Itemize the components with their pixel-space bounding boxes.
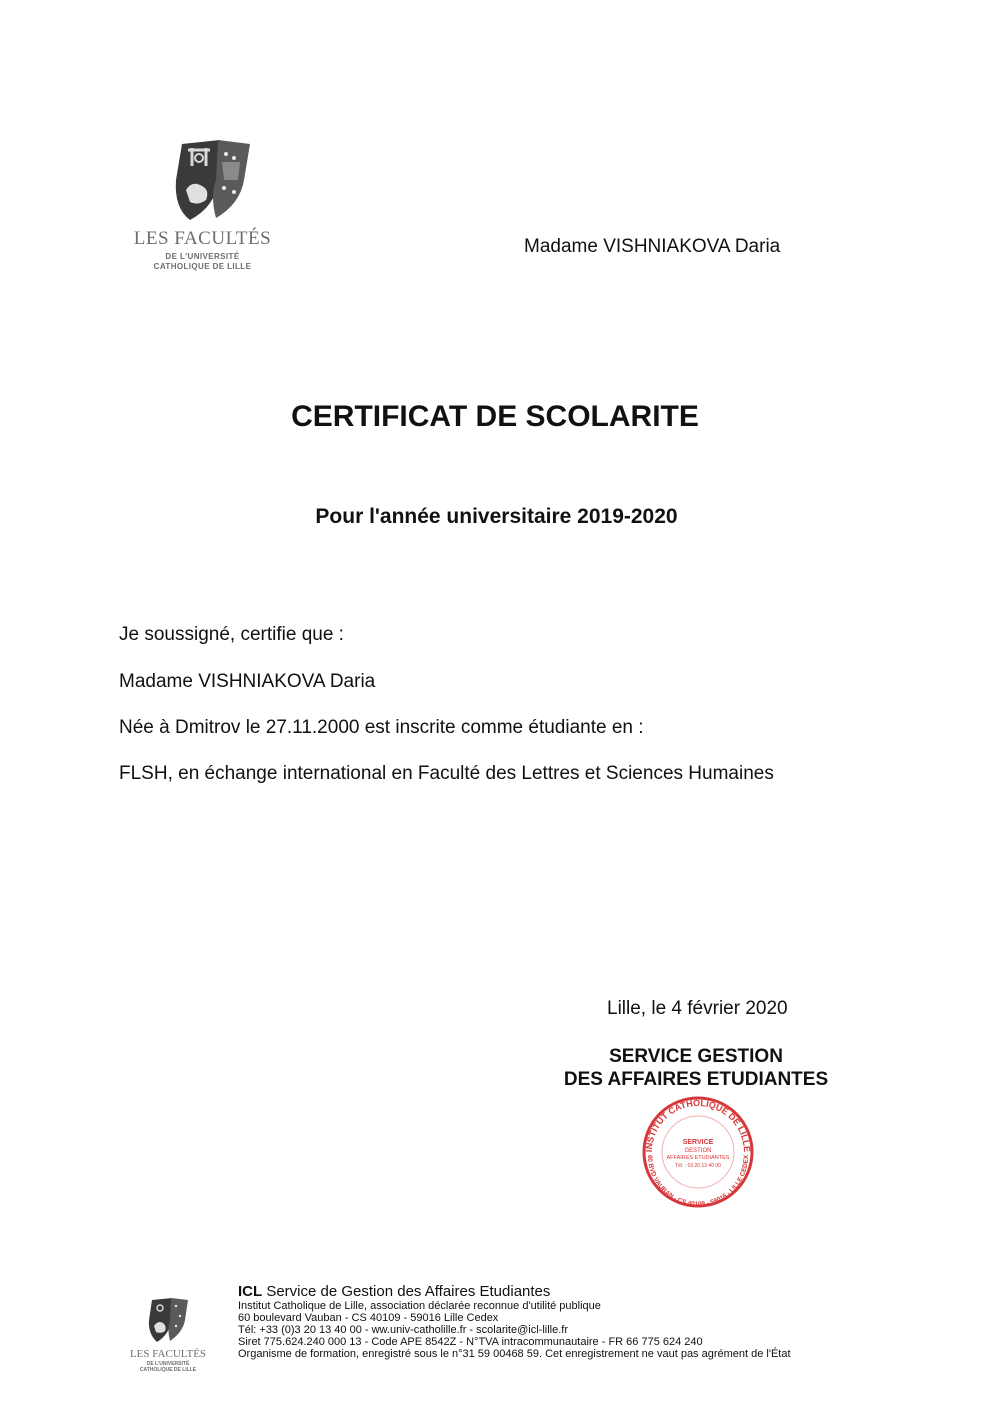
footer-logo-sub-1: DE L'UNIVERSITÉ — [146, 1361, 190, 1367]
footer-organization — [238, 1283, 550, 1300]
stamp-phone: Tél. : 03 20 13 40 00 — [675, 1163, 721, 1169]
stamp-center-3: AFFAIRES ETUDIANTES — [666, 1155, 730, 1161]
student-name: Madame VISHNIAKOVA Daria — [119, 671, 376, 692]
service-line-2: DES AFFAIRES ETUDIANTES — [563, 1069, 829, 1090]
footer-org-name: Service de Gestion des Affaires Etudiantes — [262, 1283, 551, 1300]
issue-date: Lille, le 4 février 2020 — [607, 998, 788, 1019]
footer-contact: Tél: +33 (0)3 20 13 40 00 - ww.univ-catholille.fr - scolarite@icl-lille.fr — [238, 1324, 568, 1336]
footer-org-abbrev: ICL — [238, 1283, 263, 1300]
service-line-1: SERVICE GESTION — [609, 1046, 783, 1067]
footer-coat-of-arms-icon — [126, 1296, 210, 1344]
birth-enrollment: Née à Dmitrov le 27.11.2000 est inscrite comme étudiante en : — [119, 717, 644, 738]
logo-subtitle-2: CATHOLIQUE DE LILLE — [153, 262, 252, 271]
footer-logo-sub-2: CATHOLIQUE DE LILLE — [139, 1367, 197, 1373]
document-title: CERTIFICAT DE SCOLARITE — [291, 400, 699, 433]
stamp-ring-bottom: 60 BVD VAUBAN - CS 40109 - 59016 - LILLE CEDEX — [645, 1154, 751, 1209]
stamp-icon — [638, 1094, 758, 1210]
footer-training-notice: Organisme de formation, enregistré sous le n°31 59 00468 59. Cet enregistrement ne vaut pas agrément de l'État — [238, 1348, 791, 1360]
logo-subtitle-1: DE L'UNIVERSITÉ — [165, 252, 240, 261]
official-stamp — [638, 1094, 758, 1210]
footer-registration: Siret 775.624.240 000 13 - Code APE 8542Z - N°TVA intracommunautaire - FR 66 775 624 240 — [238, 1336, 703, 1348]
issuing-service — [540, 1045, 852, 1091]
certify-statement: Je soussigné, certifie que : — [119, 624, 344, 645]
footer-logo — [126, 1296, 210, 1376]
stamp-ring-text: INSTITUT CATHOLIQUE DE LILLE — [643, 1097, 753, 1153]
university-logo — [130, 136, 275, 276]
stamp-center-2: GESTION — [684, 1148, 712, 1154]
footer-address: 60 boulevard Vauban - CS 40109 - 59016 Lille Cedex — [238, 1312, 499, 1324]
program: FLSH, en échange international en Faculté des Lettres et Sciences Humaines — [119, 763, 774, 784]
footer-logo-title: LES FACULTÉS — [129, 1348, 207, 1360]
footer-legal-status: Institut Catholique de Lille, association déclarée reconnue d'utilité publique — [238, 1300, 601, 1312]
logo-title: LES FACULTÉS — [133, 228, 272, 249]
stamp-center-1: SERVICE — [682, 1139, 714, 1146]
addressee-name: Madame VISHNIAKOVA Daria — [524, 236, 781, 257]
coat-of-arms-icon — [130, 136, 275, 226]
academic-year: Pour l'année universitaire 2019-2020 — [315, 505, 678, 528]
